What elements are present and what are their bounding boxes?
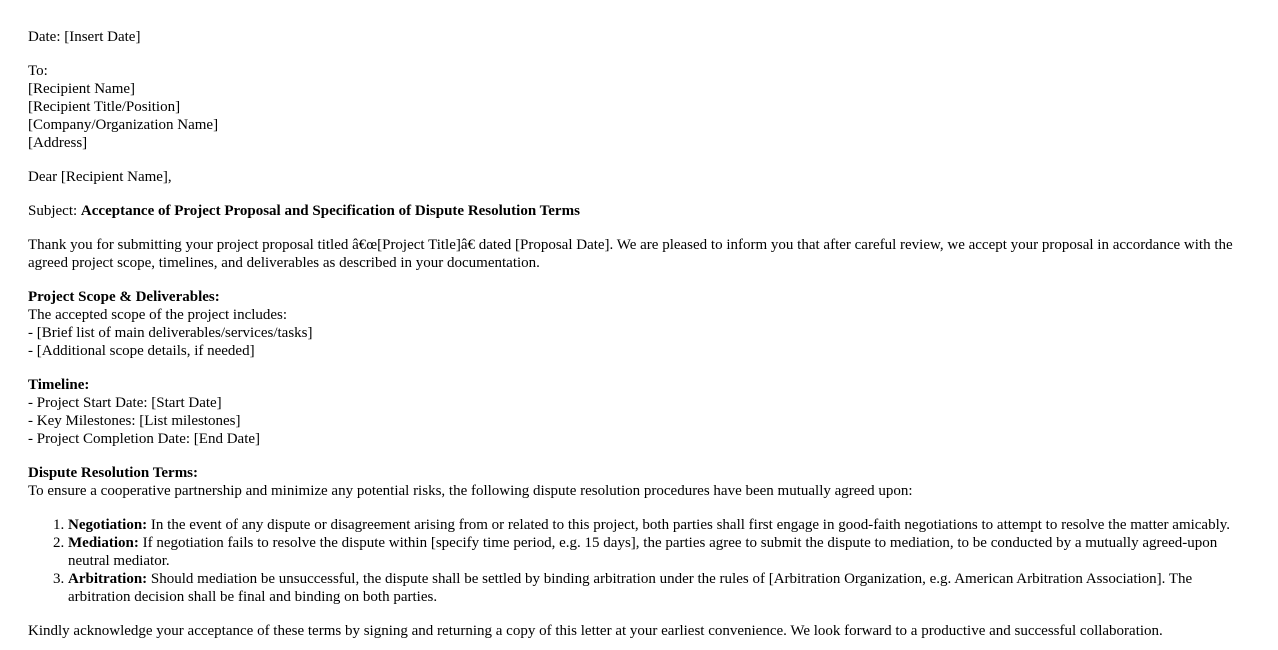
scope-line: The accepted scope of the project includes: [28, 307, 288, 323]
scope-line: - [Additional scope details, if needed] [28, 343, 255, 359]
list-item [68, 516, 1250, 534]
dispute-intro: To ensure a cooperative partnership and minimize any potential risks, the following dispute resolution procedures have been mutually agreed upon: [28, 483, 913, 499]
closing-paragraph: Kindly acknowledge your acceptance of these terms by signing and returning a copy of this letter at your earliest convenience. We look forward to a productive and successful collaboration. [28, 623, 1163, 639]
recipient-title: [Recipient Title/Position] [28, 99, 181, 115]
step-text: Should mediation be unsuccessful, the dispute shall be settled by binding arbitration under the rules of [Arbitration Organization, e.g. American Arbitration Association]. The arbitration decision shall be final and binding on both parties. [68, 571, 1193, 605]
step-title: Negotiation: [68, 517, 148, 533]
step-text: If negotiation fails to resolve the dispute within [specify time period, e.g. 15 days], the parties agree to submit the dispute to mediation, to be conducted by a mutually agreed-upon neutral mediator. [68, 535, 1218, 569]
recipient-address: [Address] [28, 135, 88, 151]
subject-label: Subject: [28, 203, 81, 219]
recipient-name: [Recipient Name] [28, 81, 136, 97]
recipient-company: [Company/Organization Name] [28, 117, 219, 133]
list-item [68, 534, 1250, 570]
step-title: Arbitration: [68, 571, 148, 587]
timeline-line: - Project Completion Date: [End Date] [28, 431, 261, 447]
step-title: Mediation: [68, 535, 139, 551]
recipient-block [28, 62, 1250, 152]
subject-line [28, 202, 1250, 220]
to-label: To: [28, 63, 48, 79]
list-item [68, 570, 1250, 606]
dispute-section [28, 464, 1250, 500]
step-text: In the event of any dispute or disagreement arising from or related to this project, both parties shall first engage in good-faith negotiations to attempt to resolve the matter amicably. [147, 517, 1231, 533]
salutation: Dear [Recipient Name], [28, 169, 172, 185]
subject-text: Acceptance of Project Proposal and Specification of Dispute Resolution Terms [80, 203, 580, 219]
timeline-line: - Key Milestones: [List milestones] [28, 413, 241, 429]
timeline-line: - Project Start Date: [Start Date] [28, 395, 222, 411]
dispute-heading: Dispute Resolution Terms: [28, 465, 199, 481]
timeline-section [28, 376, 1250, 448]
dispute-steps-list [28, 516, 1250, 606]
timeline-heading: Timeline: [28, 377, 90, 393]
date-line: Date: [Insert Date] [28, 29, 141, 45]
scope-heading: Project Scope & Deliverables: [28, 289, 220, 305]
scope-section [28, 288, 1250, 360]
scope-line: - [Brief list of main deliverables/services/tasks] [28, 325, 313, 341]
intro-paragraph: Thank you for submitting your project proposal titled â€œ[Project Title]â€ dated [Proposal Date]. We are pleased to inform you that after careful review, we accept your proposal in accordance with the agreed project scope, timelines, and deliverables as described in your documentation. [28, 237, 1233, 271]
